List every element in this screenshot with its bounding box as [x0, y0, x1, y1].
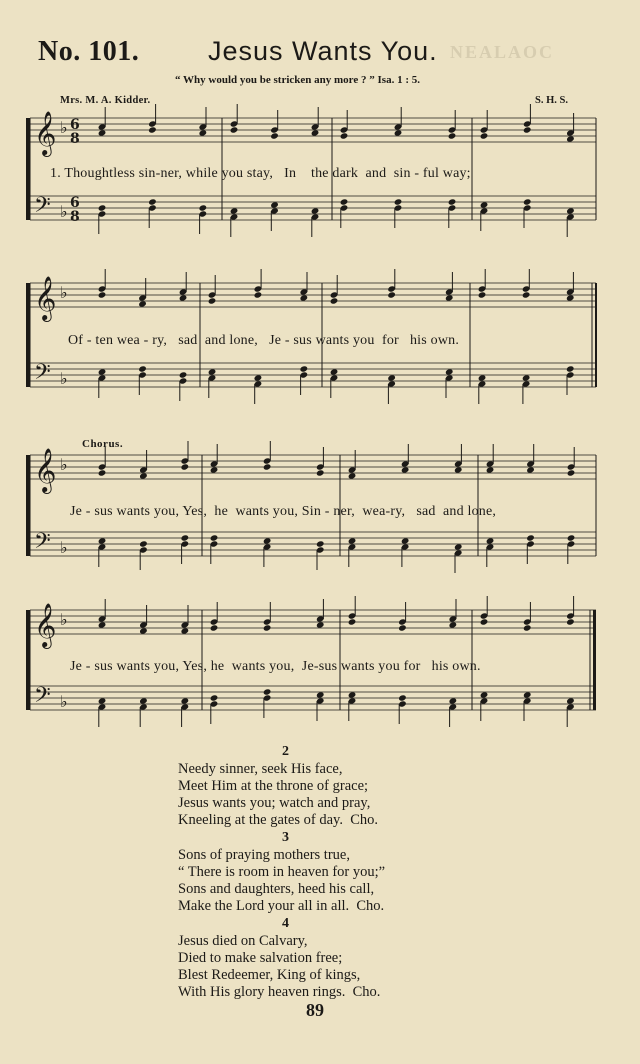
note-head	[454, 543, 463, 550]
verse-number: 3	[282, 830, 289, 845]
note-head	[340, 132, 349, 139]
note-head	[486, 466, 495, 473]
note-head	[480, 618, 489, 625]
note-head	[348, 618, 357, 625]
treble-clef: 𝄞	[34, 276, 57, 320]
note-head	[449, 697, 458, 704]
flat-sign: ♭	[60, 369, 68, 388]
note-head	[330, 368, 339, 375]
note-head	[98, 469, 107, 476]
note-head	[486, 537, 495, 544]
verse-line: Make the Lord your all in all. Cho.	[178, 898, 385, 914]
note-head	[98, 204, 107, 211]
note-head	[445, 368, 454, 375]
note-head	[478, 374, 487, 381]
note-head	[523, 198, 532, 205]
bass-clef: 𝄢	[34, 683, 51, 713]
note-head	[387, 291, 396, 298]
verse-line: “ There is room in heaven for you;”	[178, 864, 386, 880]
note-head	[398, 624, 407, 631]
note-head	[522, 291, 531, 298]
note-head	[401, 466, 410, 473]
note-head	[254, 291, 263, 298]
note-head	[263, 537, 272, 544]
note-head	[263, 688, 272, 695]
note-head	[181, 697, 190, 704]
note-head	[139, 472, 148, 479]
note-head	[230, 126, 239, 133]
lyric-line-2: Of - ten wea - ry, sad and lone, Je - sus wants you for his own.	[68, 333, 460, 348]
note-head	[270, 201, 279, 208]
system-brace	[26, 118, 30, 220]
note-head	[316, 540, 325, 547]
note-head	[348, 472, 357, 479]
note-head	[254, 374, 263, 381]
final-barline	[593, 610, 596, 710]
system-brace	[26, 455, 30, 556]
time-signature-top: 6	[70, 195, 80, 211]
verse-line: Jesus wants you; watch and pray,	[178, 795, 371, 811]
note-head	[98, 621, 107, 628]
verse-number: 4	[282, 916, 289, 931]
note-head	[263, 624, 272, 631]
hymn-title: Jesus Wants You.	[208, 36, 438, 66]
note-head	[199, 129, 208, 136]
note-head	[300, 365, 309, 372]
note-head	[270, 132, 279, 139]
scripture-reference: “ Why would you be stricken any more ? ” Isa. 1 : 5.	[175, 74, 420, 86]
note-head	[179, 371, 188, 378]
verse-line: Kneeling at the gates of day. Cho.	[178, 812, 378, 828]
system-brace	[26, 610, 30, 710]
note-head	[316, 469, 325, 476]
bass-clef: 𝄢	[34, 193, 51, 223]
verse-line: Needy sinner, seek His face,	[178, 761, 343, 777]
time-signature-bottom: 8	[70, 131, 80, 147]
note-head	[523, 691, 532, 698]
note-head	[526, 534, 535, 541]
note-head	[98, 368, 107, 375]
note-head	[148, 126, 157, 133]
note-head	[566, 207, 575, 214]
verse-number: 2	[282, 744, 289, 759]
flat-sign: ♭	[60, 118, 68, 137]
verse-line: Meet Him at the throne of grace;	[178, 778, 369, 794]
page-number: 89	[306, 1000, 324, 1020]
note-head	[566, 294, 575, 301]
note-head	[567, 469, 576, 476]
note-head	[181, 627, 190, 634]
flat-sign: ♭	[60, 202, 68, 221]
note-head	[148, 198, 157, 205]
bass-clef: 𝄢	[34, 529, 51, 559]
verse-line: Died to make salvation free;	[178, 950, 343, 966]
note-head	[139, 697, 148, 704]
verse-line: Jesus died on Calvary,	[178, 933, 308, 949]
note-head	[480, 132, 489, 139]
note-head	[567, 534, 576, 541]
treble-clef: 𝄞	[34, 603, 57, 647]
note-head	[522, 374, 531, 381]
time-signature-top: 6	[70, 117, 80, 133]
note-head	[445, 294, 454, 301]
note-head	[526, 466, 535, 473]
note-head	[311, 207, 320, 214]
flat-sign: ♭	[60, 283, 68, 302]
note-head	[210, 694, 219, 701]
note-head	[311, 129, 320, 136]
note-head	[208, 368, 217, 375]
bass-clef: 𝄢	[34, 360, 51, 390]
bleed-through-text: NEALAOC	[450, 42, 555, 62]
time-signature-bottom: 8	[70, 209, 80, 225]
note-head	[98, 291, 107, 298]
note-head	[566, 697, 575, 704]
treble-clef: 𝄞	[34, 111, 57, 155]
note-head	[478, 291, 487, 298]
note-head	[139, 627, 148, 634]
note-head	[480, 201, 489, 208]
note-head	[448, 198, 457, 205]
flat-sign: ♭	[60, 610, 68, 629]
note-head	[138, 300, 147, 307]
note-head	[300, 294, 309, 301]
flat-sign: ♭	[60, 538, 68, 557]
verse-line: With His glory heaven rings. Cho.	[178, 984, 381, 1000]
note-head	[387, 374, 396, 381]
note-head	[398, 694, 407, 701]
verse-line: Sons and daughters, heed his call,	[178, 881, 375, 897]
note-head	[98, 697, 107, 704]
note-head	[316, 691, 325, 698]
note-head	[210, 624, 219, 631]
note-head	[208, 297, 217, 304]
note-head	[230, 207, 239, 214]
note-head	[566, 365, 575, 372]
note-head	[401, 537, 410, 544]
note-head	[179, 294, 188, 301]
note-head	[98, 129, 107, 136]
chorus-label: Chorus.	[82, 438, 124, 450]
note-head	[480, 691, 489, 698]
note-head	[449, 621, 458, 628]
note-head	[316, 621, 325, 628]
note-head	[181, 463, 190, 470]
note-head	[181, 534, 190, 541]
hymn-number: No. 101.	[38, 36, 140, 67]
note-head	[139, 540, 148, 547]
verse-line: Sons of praying mothers true,	[178, 847, 350, 863]
note-head	[138, 365, 147, 372]
note-head	[348, 691, 357, 698]
lyric-line-1: 1. Thoughtless sin-ner, while you stay, In the dark and sin - ful way;	[50, 166, 471, 181]
flat-sign: ♭	[60, 455, 68, 474]
note-head	[210, 534, 219, 541]
note-head	[394, 129, 403, 136]
note-head	[566, 618, 575, 625]
note-head	[348, 537, 357, 544]
note-head	[448, 132, 457, 139]
lyric-line-3: Je - sus wants you, Yes, he wants you, Sin - ner, wea-ry, sad and lone,	[70, 504, 497, 519]
lyric-line-4: Je - sus wants you, Yes, he wants you, Je-sus wants you for his own.	[70, 659, 481, 674]
note-head	[566, 135, 575, 142]
note-head	[394, 198, 403, 205]
composer-credit: Mrs. M. A. Kidder.	[60, 95, 151, 106]
note-head	[523, 126, 532, 133]
note-head	[340, 198, 349, 205]
note-head	[263, 463, 272, 470]
system-brace	[26, 283, 30, 387]
note-head	[98, 537, 107, 544]
verse-line: Blest Redeemer, King of kings,	[178, 967, 361, 983]
note-head	[199, 204, 208, 211]
flat-sign: ♭	[60, 692, 68, 711]
treble-clef: 𝄞	[34, 448, 57, 492]
note-head	[210, 466, 219, 473]
note-head	[523, 624, 532, 631]
arranger-credit: S. H. S.	[535, 95, 568, 106]
note-head	[330, 297, 339, 304]
note-head	[454, 466, 463, 473]
